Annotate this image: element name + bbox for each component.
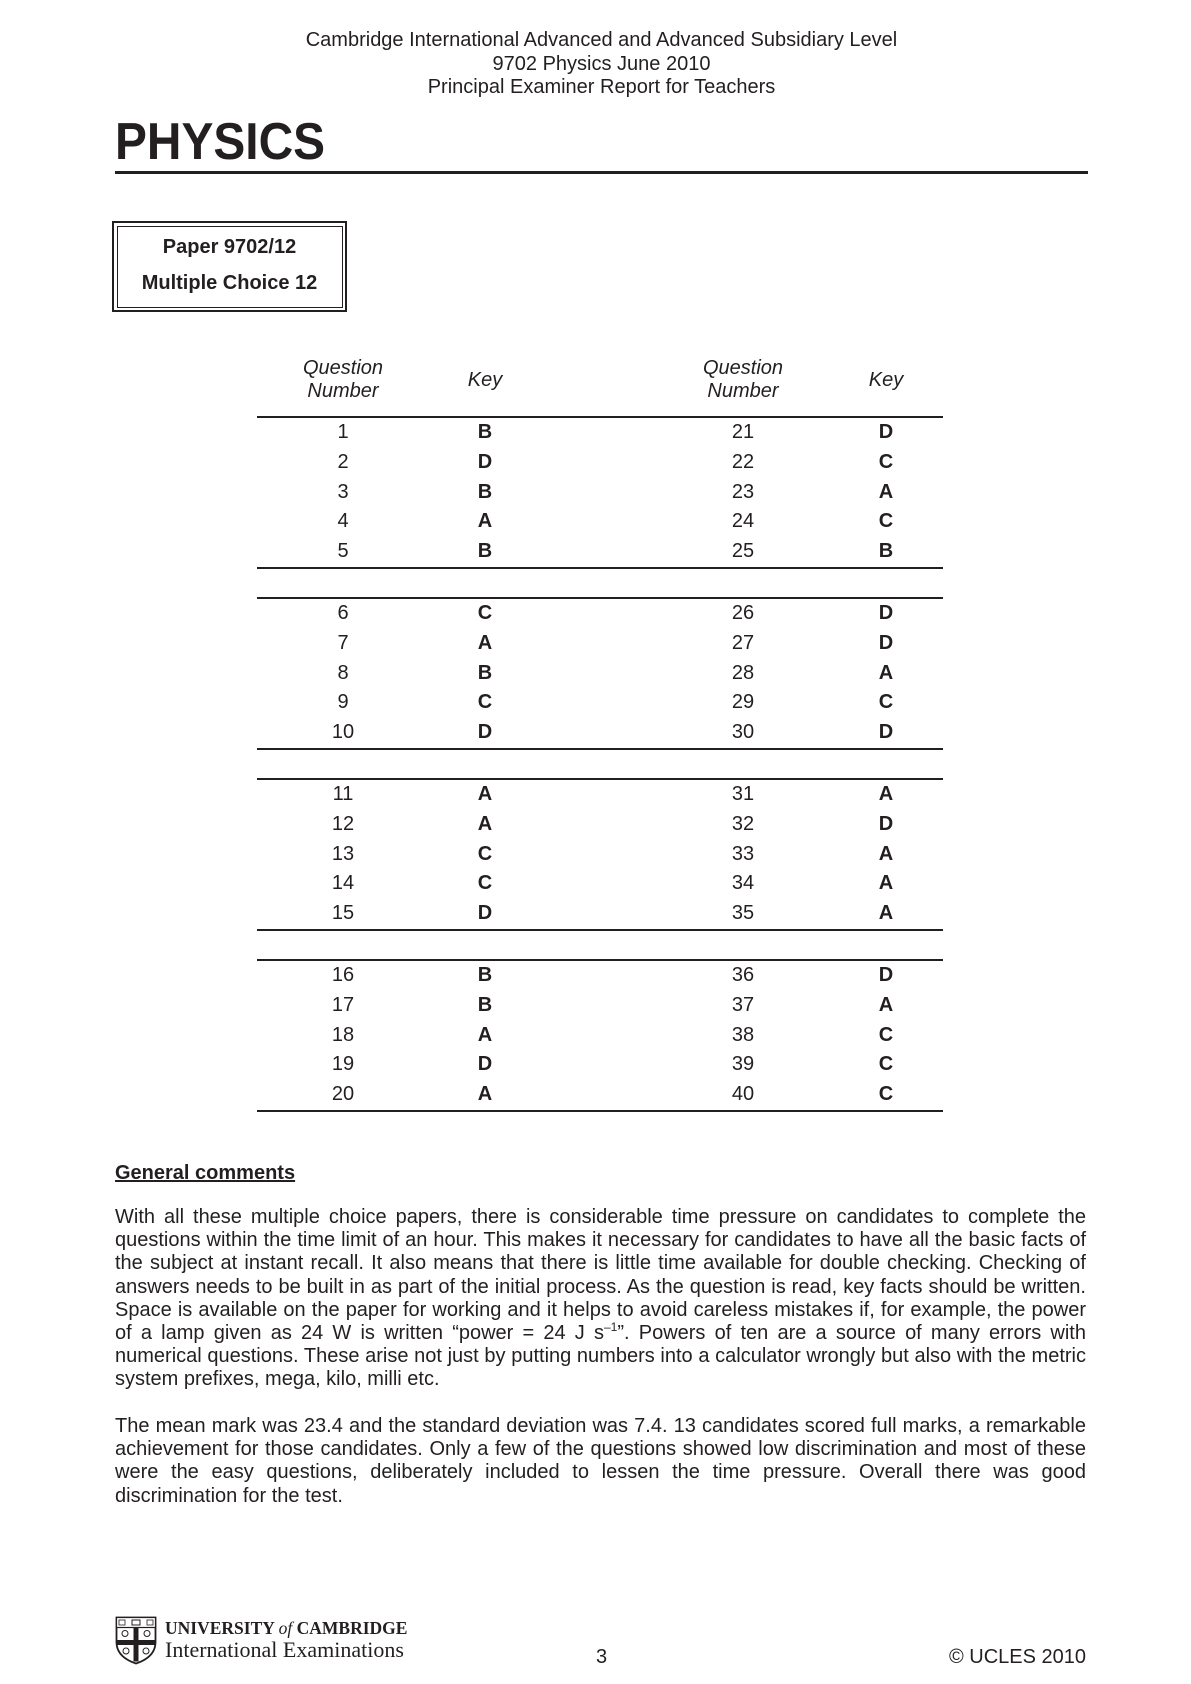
answer-key-cell: D: [878, 721, 894, 744]
section-heading: General comments: [115, 1162, 296, 1184]
answer-key-cell: C: [477, 872, 493, 895]
answer-key-cell: D: [477, 721, 493, 744]
logo-cambridge: CAMBRIDGE: [296, 1618, 408, 1638]
question-number-cell: 3: [337, 480, 349, 503]
answer-key-cell: C: [878, 1083, 894, 1106]
answer-key-cell: D: [477, 902, 493, 925]
question-number-cell: 34: [731, 872, 755, 895]
answer-key-cell: A: [477, 812, 493, 835]
table-row: [257, 688, 943, 718]
paper-code: Paper 9702/12: [162, 236, 297, 258]
answer-key-cell: C: [477, 601, 493, 624]
logo-of: of: [278, 1618, 293, 1638]
question-number-cell: 6: [337, 601, 349, 624]
question-number-cell: 11: [332, 782, 354, 805]
answer-key-cell: A: [878, 661, 894, 684]
question-number-cell: 29: [731, 691, 755, 714]
question-number-cell: 36: [731, 963, 755, 986]
answer-key-cell: A: [878, 872, 894, 895]
answer-key-cell: A: [878, 480, 894, 503]
answer-key-cell: C: [878, 1053, 894, 1076]
answer-key-cell: A: [477, 1023, 493, 1046]
table-row: [257, 599, 943, 629]
table-row: [257, 478, 943, 508]
answer-key-cell: C: [878, 510, 894, 533]
running-header: [115, 29, 1088, 100]
question-number-cell: 19: [331, 1053, 355, 1076]
answer-key-cell: C: [878, 691, 894, 714]
answer-key-cell: A: [477, 510, 493, 533]
question-number-cell: 26: [731, 601, 755, 624]
question-number-cell: 15: [331, 902, 355, 925]
table-row: [257, 991, 943, 1021]
question-group: [257, 778, 943, 931]
paragraph-text: ”. Powers of ten are a source of many errors with numerical questions. These arise not just by putting numbers into a calculator wrongly but also with the metric system prefixes, mega, kilo, milli etc.: [115, 1322, 1086, 1391]
table-row: [257, 899, 943, 929]
question-number-cell: 12: [331, 812, 355, 835]
header-label: Number: [307, 380, 379, 402]
table-row: [257, 840, 943, 870]
answer-key-cell: A: [477, 1083, 493, 1106]
question-number-cell: 8: [337, 661, 349, 684]
answer-key-cell: A: [878, 902, 894, 925]
answer-key-cell: C: [878, 450, 894, 473]
table-row: [257, 1050, 943, 1080]
logo-university: UNIVERSITY: [165, 1618, 275, 1638]
header-qualification: Cambridge International Advanced and Advanced Subsidiary Level: [305, 29, 898, 51]
table-header-question-number: [283, 357, 403, 403]
question-number-cell: 1: [337, 421, 349, 443]
table-header-question-number: [683, 357, 803, 403]
answer-key-cell: B: [477, 421, 493, 443]
table-row: [257, 507, 943, 537]
answer-key-cell: A: [878, 842, 894, 865]
table-row: [257, 629, 943, 659]
table-row: [257, 810, 943, 840]
paragraph-text: With all these multiple choice papers, there is considerable time pressure on candidates to complete the questions within the time limit of an hour. This makes it necessary for candidates to have all the basic facts of the subject at instant recall. It also means that there is little time available for double checking. Checking of answers needs to be built in as part of the initial process. As the question is read, key facts should be written. Space is available on the paper for working and it helps to avoid careless mistakes if, for example, the power of a lamp given as 24 W is written “power = 24 J s: [115, 1206, 1086, 1345]
table-row: [257, 961, 943, 991]
answer-key-cell: D: [477, 450, 493, 473]
logo-division: International Examinations: [165, 1637, 404, 1662]
answer-key-cell: C: [878, 1023, 894, 1046]
question-number-cell: 7: [337, 631, 349, 654]
title-divider: [115, 171, 1088, 174]
table-row: [257, 448, 943, 478]
question-number-cell: 23: [731, 480, 755, 503]
question-group: [257, 597, 943, 750]
question-number-cell: 35: [731, 902, 755, 925]
page-title: PHYSICS: [115, 113, 326, 171]
header-syllabus-session: 9702 Physics June 2010: [492, 52, 711, 75]
question-number-cell: 24: [731, 510, 755, 533]
copyright: © UCLES 2010: [948, 1646, 1086, 1668]
page-number: 3: [595, 1646, 608, 1668]
header-label: Question: [302, 357, 384, 379]
question-number-cell: 10: [331, 721, 355, 744]
table-row: [257, 659, 943, 689]
question-number-cell: 16: [331, 963, 355, 986]
answer-key-cell: A: [878, 993, 894, 1016]
question-number-cell: 33: [731, 842, 755, 865]
table-header: [257, 357, 943, 416]
answer-key-cell: B: [477, 661, 493, 684]
answer-key-cell: A: [477, 782, 493, 805]
header-label: Question: [702, 357, 784, 379]
question-number-cell: 4: [337, 510, 349, 533]
question-number-cell: 38: [731, 1023, 755, 1046]
header-label: Number: [707, 380, 779, 402]
question-number-cell: 21: [731, 421, 755, 443]
answer-key-cell: D: [477, 1053, 493, 1076]
question-number-cell: 14: [331, 872, 355, 895]
table-row: [257, 869, 943, 899]
answer-key-cell: A: [477, 631, 493, 654]
question-number-cell: 2: [337, 450, 349, 473]
question-number-cell: 30: [731, 721, 755, 744]
header-report-type: Principal Examiner Report for Teachers: [427, 76, 776, 98]
paragraph: The mean mark was 23.4 and the standard deviation was 7.4. 13 candidates scored full marks, a remarkable achievement for those candidates. Only a few of the questions showed low discrimination and most of these were the easy questions, deliberately included to lessen the time pressure. Overall there was good discrimination for the test.: [115, 1415, 1086, 1507]
question-number-cell: 39: [731, 1053, 755, 1076]
answer-key-cell: C: [477, 842, 493, 865]
answer-key-cell: B: [477, 540, 493, 563]
paper-component: Multiple Choice 12: [141, 272, 318, 294]
header-label: Key: [467, 368, 503, 391]
table-row: [257, 418, 943, 448]
question-number-cell: 31: [731, 782, 755, 805]
question-number-cell: 20: [331, 1083, 355, 1106]
question-number-cell: 17: [331, 993, 355, 1016]
question-number-cell: 5: [337, 540, 349, 563]
answer-key-table: [257, 357, 943, 1140]
question-number-cell: 37: [731, 993, 755, 1016]
table-body: [257, 416, 943, 1112]
answer-key-cell: D: [878, 421, 894, 443]
answer-key-cell: B: [477, 963, 493, 986]
paragraph: [115, 1206, 1086, 1392]
answer-key-cell: D: [878, 812, 894, 835]
table-row: [257, 1080, 943, 1110]
header-label: Key: [868, 368, 904, 391]
question-number-cell: 28: [731, 661, 755, 684]
superscript: –1: [603, 1320, 618, 1335]
question-number-cell: 22: [731, 450, 755, 473]
answer-key-cell: B: [477, 993, 493, 1016]
question-number-cell: 27: [731, 631, 755, 654]
question-number-cell: 25: [731, 540, 755, 563]
table-row: [257, 718, 943, 748]
question-number-cell: 18: [331, 1023, 355, 1046]
answer-key-cell: C: [477, 691, 493, 714]
question-group: [257, 959, 943, 1112]
table-header-key: [826, 369, 946, 392]
question-number-cell: 13: [331, 842, 355, 865]
answer-key-cell: B: [878, 540, 894, 563]
answer-key-cell: D: [878, 963, 894, 986]
question-number-cell: 32: [731, 812, 755, 835]
answer-key-cell: B: [477, 480, 493, 503]
answer-key-cell: D: [878, 631, 894, 654]
logo-wordmark: [165, 1617, 407, 1639]
table-header-key: [425, 369, 545, 392]
question-group: [257, 416, 943, 569]
paper-box: [112, 221, 347, 312]
question-number-cell: 40: [731, 1083, 755, 1106]
question-number-cell: 9: [337, 691, 349, 714]
answer-key-cell: A: [878, 782, 894, 805]
table-row: [257, 1021, 943, 1051]
table-row: [257, 780, 943, 810]
answer-key-cell: D: [878, 601, 894, 624]
table-row: [257, 537, 943, 567]
